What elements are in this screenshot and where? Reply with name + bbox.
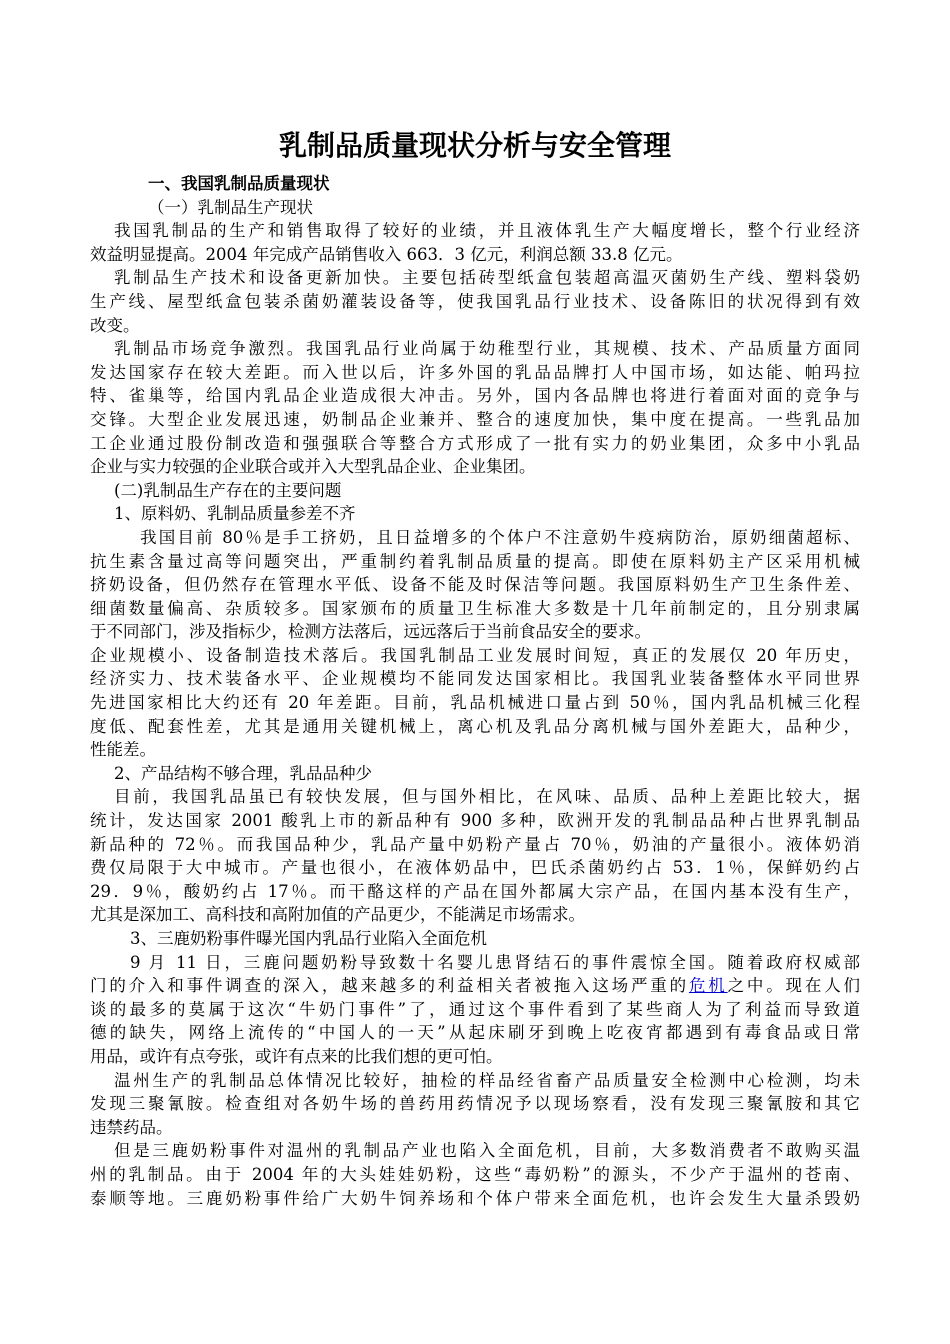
text-line [90,1139,860,1163]
text-line [90,809,860,833]
text-run: 德的缺失，网络上流传的“中国人的一天”从起床刷牙到晚上吃夜宵都遇到有毒食品或日常 [90,1023,860,1043]
text-run: (二)乳制品生产存在的主要问题 [114,480,342,500]
text-line [90,432,860,456]
text-run: 挤奶设备，但仍然存在管理水平低、设备不能及时保洁等问题。我国原料奶生产卫生条件差、 [90,575,860,595]
text-run: 企业规模小、设备制造技术落后。我国乳制品工业发展时间短，真正的发展仅 20 年历史， [90,645,860,665]
text-run: 于不同部门，涉及指标少，检测方法落后，远远落后于当前食品安全的要求。 [90,622,651,642]
text-line [90,998,860,1022]
document-title: 乳制品质量现状分析与安全管理 [278,129,671,162]
text-run: 用品，或许有点夸张，或许有点来的比我们想的更可怕。 [90,1046,503,1066]
text-line [90,573,860,597]
text-run: 乳制品生产技术和设备更新加快。主要包括砖型纸盒包装超高温灭菌奶生产线、塑料袋奶 [114,268,860,288]
text-line [90,550,860,574]
text-line [90,502,860,526]
text-run: 我国目前 80％是手工挤奶，且日益增多的个体户不注意奶牛疫病防治，原奶细菌超标、 [140,527,860,547]
text-run: 谈的最多的莫属于这次“牛奶门事件”了，通过这个事件看到了某些商人为了利益而导致道 [90,999,860,1019]
text-line [90,384,860,408]
text-run: 温州生产的乳制品总体情况比较好，抽检的样品经省畜产品质量安全检测中心检测，均未 [114,1070,860,1090]
text-line [90,1045,860,1069]
text-run: 尤其是深加工、高科技和高附加值的产品更少，不能满足市场需求。 [90,905,585,925]
section-heading [90,172,860,196]
text-run: 1、原料奶、乳制品质量参差不齐 [114,504,356,524]
text-line [90,644,860,668]
text-run: 2、产品结构不够合理，乳品品种少 [114,763,372,783]
text-line [90,290,860,314]
text-line [90,1021,860,1045]
text-run: 发达国家存在较大差距。而入世以后，许多外国的乳品品牌打人中国市场，如达能、帕玛拉 [90,362,860,382]
text-run: 经济实力、技术装备水平、企业规模均不能同发达国家相比。我国乳业装备整体水平同世界 [90,669,860,689]
text-run: 乳制品市场竞争激烈。我国乳品行业尚属于幼稚型行业，其规模、技术、产品质量方面同 [114,339,860,359]
text-line [90,762,860,786]
text-run: 门的介入和事件调查的深入，越来越多的利益相关者被拖入这场严重的 [90,976,689,996]
text-run: 9 月 11 日，三鹿问题奶粉导致数十名婴儿患肾结石的事件震惊全国。随着政府权威部 [130,952,860,972]
text-line [90,196,860,220]
text-line [90,1116,860,1140]
text-run: 我国乳制品的生产和销售取得了较好的业绩，并且液体乳生产大幅度增长，整个行业经济 [114,221,860,241]
text-run: （一）乳制品生产现状 [148,197,313,217]
text-run: 但是三鹿奶粉事件对温州的乳制品产业也陷入全面危机，目前，大多数消费者不敢购买温 [114,1141,860,1161]
text-line [90,951,860,975]
text-line [90,1163,860,1187]
text-line [90,526,860,550]
text-line [90,243,860,267]
text-run: 目前，我国乳品虽已有较快发展，但与国外相比，在风味、品质、品种上差距比较大，据 [114,787,860,807]
text-run: 统计，发达国家 2001 酸乳上市的新品种有 900 多种，欧洲开发的乳制品品种占世界乳制品 [90,811,860,831]
text-run: 生产线、屋型纸盒包装杀菌奶灌装设备等，使我国乳品行业技术、设备陈旧的状况得到有效 [90,291,860,311]
text-line [90,597,860,621]
text-line [90,927,860,951]
document-page [90,126,860,1210]
text-line [90,785,860,809]
text-line [90,337,860,361]
text-run: 改变。 [90,315,140,335]
text-line [90,667,860,691]
text-line [90,455,860,479]
link-crisis[interactable]: 危机 [688,976,728,996]
text-line [90,620,860,644]
text-line [90,479,860,503]
text-run: 之中。现在人们 [727,976,860,996]
text-run: 抗生素含量过高等问题突出，严重制约着乳制品质量的提高。即使在原料奶主产区采用机械 [90,551,860,571]
text-run: 新品种的 72％。而我国品种少，乳品产量中奶粉产量占 70％，奶油的产量很小。液体奶消 [90,834,860,854]
text-line [90,408,860,432]
text-run: 费仅局限于大中城市。产量也很小，在液体奶品中，巴氏杀菌奶约占 53．1％，保鲜奶约占 [90,858,860,878]
text-run: 3、三鹿奶粉事件曝光国内乳品行业陷入全面危机 [130,929,487,948]
text-run: 效益明显提高。2004 年完成产品销售收入 663．3 亿元，利润总额 33.8 亿元。 [90,244,683,264]
text-run: 度低、配套性差，尤其是通用关键机械上，离心机及乳品分离机械与国外差距大，品种少， [90,716,860,736]
text-line [90,691,860,715]
text-run: 先进国家相比大约还有 20 年差距。目前，乳品机械进口量占到 50％，国内乳品机械三化程 [90,693,860,713]
text-line [90,880,860,904]
document-body [90,172,860,1210]
text-run: 29．9％，酸奶约占 17％。而干酪这样的产品在国外都属大宗产品，在国内基本没有生产， [90,881,860,901]
text-line [90,833,860,857]
text-line [90,361,860,385]
text-line [90,1092,860,1116]
text-run: 州的乳制品。由于 2004 年的大头娃娃奶粉，这些“毒奶粉”的源头，不少产于温州的苍南、 [90,1164,860,1184]
text-line [90,715,860,739]
text-line [90,314,860,338]
text-line [90,219,860,243]
text-run: 特、雀巢等，给国内乳品企业造成很大冲击。另外，国内各品牌也将进行着面对面的竞争与 [90,386,860,406]
text-line [90,266,860,290]
text-line [90,903,860,927]
text-line [90,738,860,762]
text-run: 企业与实力较强的企业联合或并入大型乳品企业、企业集团。 [90,457,536,477]
text-run: 泰顺等地。三鹿奶粉事件给广大奶牛饲养场和个体户带来全面危机，也许会发生大量杀毁奶 [90,1188,860,1208]
text-run: 违禁药品。 [90,1117,173,1137]
text-run: 一、我国乳制品质量现状 [148,174,330,193]
text-line [90,1187,860,1211]
text-run: 交锋。大型企业发展迅速，奶制品企业兼并、整合的速度加快，集中度在提高。一些乳品加 [90,409,860,429]
text-line [90,856,860,880]
text-run: 工企业通过股份制改造和强强联合等整合方式形成了一批有实力的奶业集团，众多中小乳品 [90,433,860,453]
text-run: 性能差。 [90,740,156,760]
text-line [90,1069,860,1093]
text-run: 细菌数量偏高、杂质较多。国家颁布的质量卫生标准大多数是十几年前制定的，且分别隶属 [90,598,860,618]
text-line [90,974,860,998]
text-run: 发现三聚氰胺。检查组对各奶牛场的兽药用药情况予以现场察看，没有发现三聚氰胺和其它 [90,1094,860,1114]
